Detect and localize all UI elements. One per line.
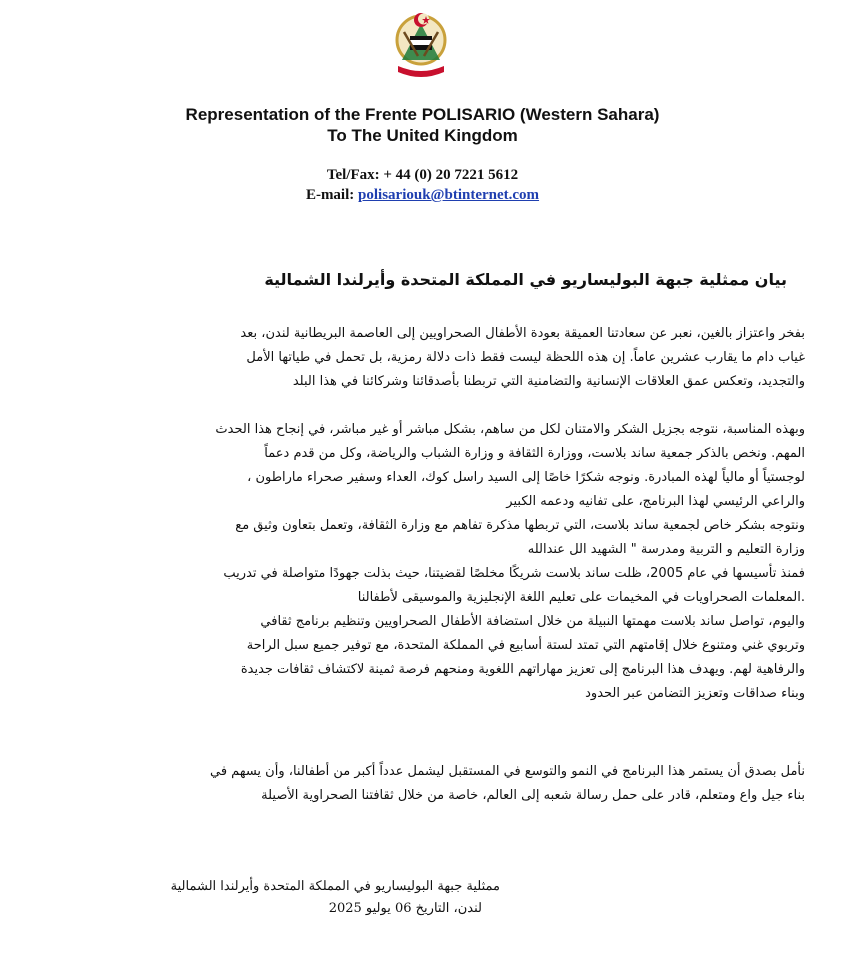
email-line	[0, 185, 845, 205]
org-name-line2: To The United Kingdom	[327, 126, 518, 145]
paragraph-line: وبهذه المناسبة، نتوجه بجزيل الشكر والامتنان لكل من ساهم، بشكل مباشر أو غير مباشر، في إنجاح هذا الحدث	[215, 422, 805, 437]
statement-title: بيان ممثلية جبهة البوليساريو في المملكة المتحدة وأيرلندا الشمالية	[264, 270, 787, 289]
tel-fax: Tel/Fax: + 44 (0) 20 7221 5612	[326, 167, 519, 183]
email-label: E-mail:	[305, 187, 359, 203]
paragraph-3	[35, 760, 805, 808]
paragraph-line: المهم. ونخص بالذكر جمعية ساند بلاست، ووزارة الثقافة و وزارة الشباب والرياضة، وكل من قدم دعماً	[264, 446, 805, 461]
paragraph-line: لوجستياً أو مالياً لهذه المبادرة. ونوجه شكرًا خاصًا إلى السيد راسل كوك، العداء وسفير صحراء ماراطون ،	[247, 470, 805, 485]
paragraph-line: غياب دام ما يقارب عشرين عاماً. إن هذه اللحظة ليست فقط ذات دلالة رمزية، بل تحمل في طياتها الأمل	[246, 350, 805, 365]
letterhead	[0, 104, 845, 146]
paragraph-line: وبناء صداقات وتعزيز التضامن عبر الحدود	[585, 686, 805, 701]
paragraph-line: والرفاهية لهم. ويهدف هذا البرنامج إلى تعزيز مهاراتهم اللغوية ومنحهم فرصة ثمينة لاكتشاف ثقافات جديدة	[240, 662, 805, 677]
paragraph-2	[35, 418, 805, 706]
paragraph-line: بناء جيل واع ومتعلم، قادر على حمل رسالة شعبه إلى العالم، خاصة من خلال ثقافتنا الصحراوية الأصيلة	[261, 788, 805, 803]
paragraph-line: .المعلمات الصحراويات في المخيمات على تعليم اللغة الإنجليزية والموسيقى لأطفالنا	[357, 590, 805, 605]
paragraph-1	[35, 322, 805, 394]
org-name-line1: Representation of the Frente POLISARIO (Western Sahara)	[185, 105, 660, 124]
contact-block	[0, 165, 845, 205]
signature-org: ممثلية جبهة البوليساريو في المملكة المتحدة وأيرلندا الشمالية	[170, 879, 500, 894]
paragraph-line: واليوم، تواصل ساند بلاست مهمتها النبيلة من خلال استضافة الأطفال الصحراويين وتنظيم برنامج ثقافي	[260, 614, 805, 629]
paragraph-line: والتجديد، وتعكس عمق العلاقات الإنسانية والتضامنية التي تربطنا بأصدقائنا وشركائنا في هذا البلد	[292, 374, 805, 389]
paragraph-line: وتربوي غني ومتنوع خلال إقامتهم التي تمتد لستة أسابيع في المملكة المتحدة، مع توفير جميع سبل الراحة	[246, 638, 805, 653]
email-link[interactable]: polisariouk@btinternet.com	[358, 187, 540, 203]
paragraph-line: والراعي الرئيسي لهذا البرنامج، على تفانيه ودعمه الكبير	[506, 494, 805, 509]
polisario-emblem-icon	[388, 10, 454, 82]
paragraph-line: ونتوجه بشكر خاص لجمعية ساند بلاست، التي تربطها مذكرة تفاهم مع وزارة الثقافة، وتعمل بتعاون وثيق مع	[235, 518, 805, 533]
paragraph-line: بفخر واعتزاز بالغين، نعبر عن سعادتنا العميقة بعودة الأطفال الصحراويين إلى العاصمة البريطانية لندن، بعد	[240, 326, 805, 341]
signature-block	[80, 876, 500, 920]
signature-place-date: لندن، التاريخ 06 يوليو 2025	[328, 901, 482, 916]
paragraph-line: فمنذ تأسيسها في عام 2005، ظلت ساند بلاست شريكًا مخلصًا لقضيتنا، حيث بذلت جهودًا متواصلة في تدريب	[223, 566, 805, 581]
paragraph-line: نأمل بصدق أن يستمر هذا البرنامج في النمو والتوسع في المستقبل ليشمل عدداً أكبر من أطفالنا، وأن يسهم في	[210, 764, 805, 779]
paragraph-line: وزارة التعليم و التربية ومدرسة " الشهيد الل عندالله	[527, 542, 805, 557]
